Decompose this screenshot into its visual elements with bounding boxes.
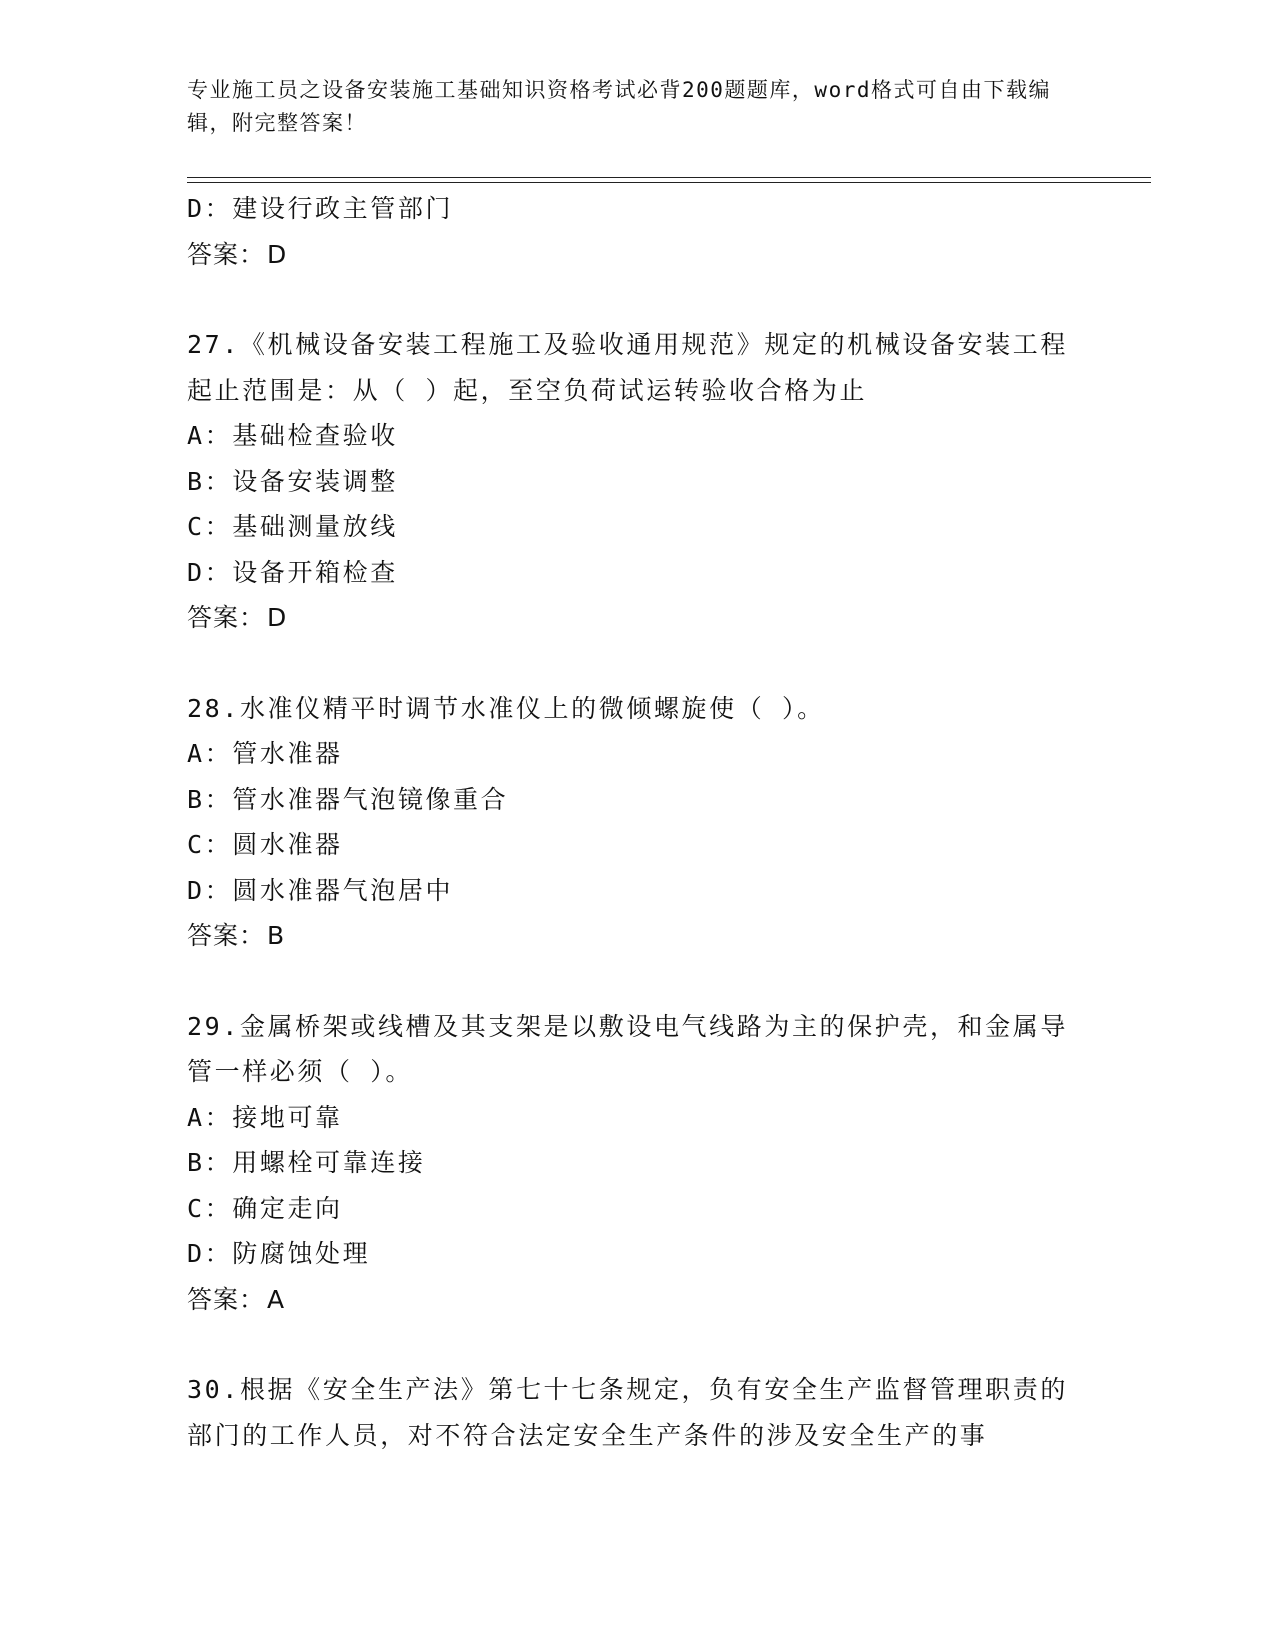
option-c: C：圆水准器 bbox=[187, 830, 343, 859]
spacer bbox=[187, 641, 1087, 686]
option-b: B：用螺栓可靠连接 bbox=[187, 1148, 426, 1177]
option-d: D：圆水准器气泡居中 bbox=[187, 875, 454, 905]
option-c: C：基础测量放线 bbox=[187, 512, 398, 541]
answer-value: D bbox=[267, 239, 288, 269]
option-b: B：管水准器气泡镜像重合 bbox=[187, 784, 509, 814]
header-divider-top bbox=[187, 177, 1151, 178]
answer-line bbox=[187, 232, 1087, 278]
answer-label: 答案： bbox=[187, 603, 266, 632]
answer-label: 答案： bbox=[187, 921, 266, 950]
question-stem: 29.金属桥架或线槽及其支架是以敷设电气线路为主的保护壳，和金属导管一样必须（ ）。 bbox=[187, 1011, 1068, 1086]
spacer bbox=[187, 1322, 1087, 1367]
answer-line bbox=[187, 913, 1087, 959]
question-28 bbox=[187, 686, 1087, 959]
option-a: A：管水准器 bbox=[187, 739, 343, 768]
question-stem: 28.水准仪精平时调节水准仪上的微倾螺旋使（ ）。 bbox=[187, 693, 825, 723]
question-30 bbox=[187, 1367, 1087, 1458]
spacer bbox=[187, 959, 1087, 1004]
answer-line bbox=[187, 595, 1087, 641]
option-d: D：防腐蚀处理 bbox=[187, 1239, 371, 1268]
answer-value: B bbox=[267, 921, 286, 950]
question-stem: 27.《机械设备安装工程施工及验收通用规范》规定的机械设备安装工程起止范围是：从（ ）起，至空负荷试运转验收合格为止 bbox=[187, 330, 1068, 405]
option-d: D：建设行政主管部门 bbox=[187, 194, 454, 223]
answer-label: 答案： bbox=[187, 1284, 266, 1314]
question-list bbox=[187, 186, 1087, 1458]
question-29 bbox=[187, 1004, 1087, 1323]
header-divider-bottom bbox=[187, 182, 1151, 183]
answer-value: A bbox=[267, 1284, 286, 1314]
option-b: B：设备安装调整 bbox=[187, 466, 398, 496]
answer-label: 答案： bbox=[187, 239, 266, 269]
question-stem: 30.根据《安全生产法》第七十七条规定，负有安全生产监督管理职责的部门的工作人员，对不符合法定安全生产条件的涉及安全生产的事 bbox=[187, 1375, 1068, 1450]
page-header-title: 专业施工员之设备安装施工基础知识资格考试必背200题题库，word格式可自由下载编辑，附完整答案！ bbox=[187, 78, 1051, 135]
option-c: C：确定走向 bbox=[187, 1193, 343, 1223]
spacer bbox=[187, 277, 1087, 322]
answer-value: D bbox=[267, 603, 288, 632]
option-a: A：接地可靠 bbox=[187, 1102, 343, 1132]
option-a: A：基础检查验收 bbox=[187, 421, 398, 450]
answer-line bbox=[187, 1277, 1087, 1323]
question-27 bbox=[187, 322, 1087, 641]
option-d: D：设备开箱检查 bbox=[187, 557, 398, 587]
